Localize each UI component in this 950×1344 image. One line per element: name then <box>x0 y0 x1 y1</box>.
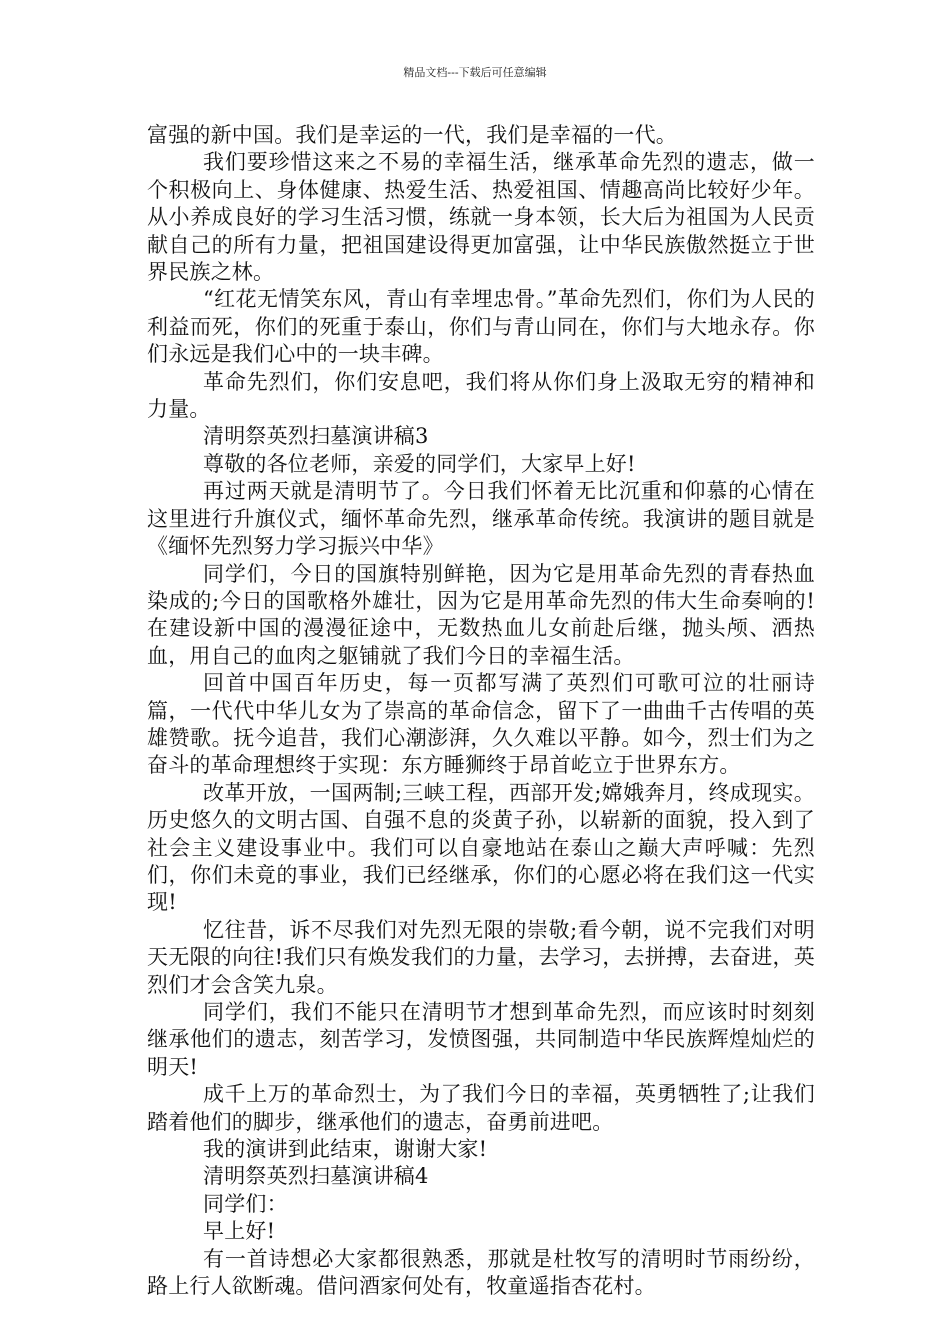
paragraph: 有一首诗想必大家都很熟悉，那就是杜牧写的清明时节雨纷纷，路上行人欲断魂。借问酒家何处有，牧童遥指杏花村。 <box>147 1246 815 1299</box>
page-header: 精品文档---下载后可任意编辑 <box>403 66 547 79</box>
section-heading: 清明祭英烈扫墓演讲稿4 <box>203 1164 429 1189</box>
section-heading: 清明祭英烈扫墓演讲稿3 <box>203 424 429 449</box>
paragraph: 再过两天就是清明节了。今日我们怀着无比沉重和仰慕的心情在这里进行升旗仪式，缅怀革命先烈，继承革命传统。我演讲的题目就是《缅怀先烈努力学习振兴中华》 <box>147 479 815 559</box>
paragraph: 革命先烈们，你们安息吧，我们将从你们身上汲取无穷的精神和力量。 <box>147 369 815 422</box>
document-body <box>147 122 815 1300</box>
paragraph: 尊敬的各位老师，亲爱的同学们，大家早上好! <box>203 451 636 476</box>
paragraph: 我们要珍惜这来之不易的幸福生活，继承革命先烈的遗志，做一个积极向上、身体健康、热爱生活、热爱祖国、情趣高尚比较好少年。从小养成良好的学习生活习惯，练就一身本领，长大后为祖国为人民贡献自己的所有力量，把祖国建设得更加富强，让中华民族傲然挺立于世界民族之林。 <box>147 150 815 285</box>
paragraph: 忆往昔，诉不尽我们对先烈无限的崇敬;看今朝，说不完我们对明天无限的向往!我们只有焕发我们的力量，去学习，去拼搏，去奋进，英烈们才会含笑九泉。 <box>147 917 815 997</box>
paragraph: “红花无情笑东风，青山有幸埋忠骨。”革命先烈们，你们为人民的利益而死，你们的死重于泰山，你们与青山同在，你们与大地永存。你们永远是我们心中的一块丰碑。 <box>147 287 815 367</box>
paragraph: 回首中国百年历史，每一页都写满了英烈们可歌可泣的壮丽诗篇，一代代中华儿女为了崇高的革命信念，留下了一曲曲千古传唱的英雄赞歌。抚今追昔，我们心潮澎湃，久久难以平静。如今，烈士们为之奋斗的革命理想终于实现：东方睡狮终于昂首屹立于世界东方。 <box>147 671 815 778</box>
paragraph: 同学们： <box>203 1191 288 1216</box>
paragraph: 改革开放，一国两制;三峡工程，西部开发;嫦娥奔月，终成现实。历史悠久的文明古国、自强不息的炎黄子孙，以崭新的面貌，投入到了社会主义建设事业中。我们可以自豪地站在泰山之巅大声呼喊：先烈们，你们未竟的事业，我们已经继承，你们的心愿必将在我们这一代实现! <box>147 780 815 915</box>
paragraph: 早上好! <box>203 1219 276 1244</box>
paragraph: 富强的新中国。我们是幸运的一代，我们是幸福的一代。 <box>147 123 677 147</box>
paragraph: 同学们，今日的国旗特别鲜艳，因为它是用革命先烈的青春热血染成的;今日的国歌格外雄壮，因为它是用革命先烈的伟大生命奏响的!在建设新中国的漫漫征途中，无数热血儿女前赴后继，抛头颅、洒热血，用自己的血肉之躯铺就了我们今日的幸福生活。 <box>147 561 815 668</box>
paragraph: 成千上万的革命烈士，为了我们今日的幸福，英勇牺牲了;让我们踏着他们的脚步，继承他们的遗志，奋勇前进吧。 <box>147 1082 815 1134</box>
paragraph: 我的演讲到此结束，谢谢大家! <box>203 1137 488 1162</box>
paragraph: 同学们，我们不能只在清明节才想到革命先烈，而应该时时刻刻继承他们的遗志，刻苦学习，发愤图强，共同制造中华民族辉煌灿烂的明天! <box>147 1000 815 1079</box>
